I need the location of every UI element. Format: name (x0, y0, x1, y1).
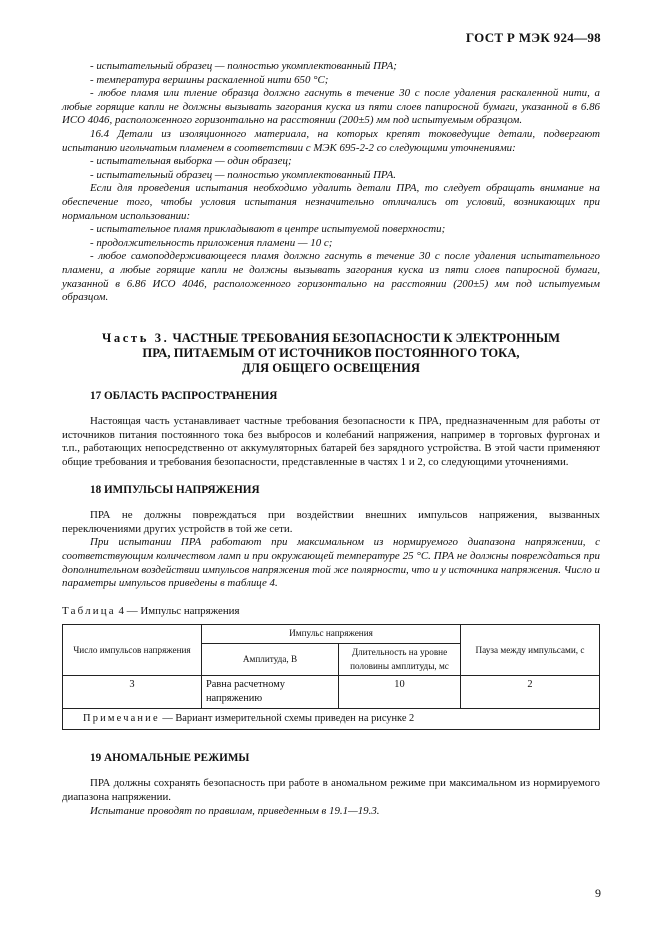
cell-amplitude: Равна расчетному напряжению (202, 676, 339, 709)
part-title-line3: ДЛЯ ОБЩЕГО ОСВЕЩЕНИЯ (241, 360, 421, 375)
list-item: - испытательное пламя прикладывают в центре испытуемой поверхности; (90, 223, 446, 236)
paragraph: Если для проведения испытания необходимо удалить детали ПРА, то следует обращать внимание на обеспечение того, чтобы условия испытания незначительно отличались от условий, возникающих при нормальном использовании: (62, 182, 600, 222)
list-item: - испытательная выборка — один образец; (90, 155, 292, 168)
document-id: ГОСТ Р МЭК 924—98 (465, 30, 601, 45)
col-amplitude: Амплитуда, В (202, 644, 339, 676)
col-pause: Пауза между импульсами, с (461, 625, 600, 676)
clause-16-4: 16.4 Детали из изоляционного материала, на которых крепят токоведущие детали, подвергают испытанию игольчатым пламенем в соответствии с МЭК 695-2-2 со следующими уточнениями: (62, 127, 600, 154)
list-item: - продолжительность приложения пламени — 10 с; (90, 236, 333, 249)
table-note-row (63, 709, 600, 730)
note-text: — Вариант измерительной схемы приведен на рисунке 2 (162, 713, 415, 725)
cell-duration: 10 (339, 676, 461, 709)
page-number: 9 (595, 886, 601, 900)
list-item: - температура вершины раскаленной нити 650 °С; (90, 73, 329, 86)
pulse-table (62, 624, 600, 729)
part-title (62, 331, 600, 376)
note-word: Примечание (83, 713, 160, 725)
list-item: - испытательный образец — полностью укомплектованный ПРА; (90, 60, 397, 72)
section-17-text: Настоящая часть устанавливает частные требования безопасности к ПРА, предназначенным для работы от источников питания постоянного тока без выбросов и колебаний напряжения, например в торговых фургонах и т.п., работающих непосредственно от аккумуляторных батарей без зарядного устройства. В этой части применяют общие требования и требования безопасности, представленные в частях 1 и 2, со следующими уточнениями. (62, 415, 600, 469)
col-group-pulse: Импульс напряжения (202, 625, 461, 644)
section-19-p1: ПРА должны сохранять безопасность при работе в аномальном режиме при максимальном из нормируемого диапазона напряжении. (62, 777, 600, 803)
col-duration: Длительность на уровне половины амплитуды, мс (339, 644, 461, 676)
list-item: - любое пламя или тление образца должно гаснуть в течение 30 с после удаления раскаленной нити, а любые горящие капли не должны вызывать загорания куска из пяти слоев папиросной бумаги, указанной в 6.86 ИСО 4046, расположенного горизонтально на расстоянии (200±5) мм под испытуемым образцом. (62, 87, 600, 127)
table-caption (62, 605, 600, 619)
table-row (63, 676, 600, 709)
section-18-p2: При испытании ПРА работают при максимальном из нормируемого диапазона напряжении, с соответствующим количеством ламп и при окружающей температуре 25 °С. ПРА не должны повреждаться при дополнительном воздействии импульсов напряжения той же полярности, что и у источника напряжения. Число и параметры импульсов приведены в таблице 4. (62, 536, 600, 590)
section-17-heading: 17 ОБЛАСТЬ РАСПРОСТРАНЕНИЯ (90, 389, 278, 402)
section-18-heading: 18 ИМПУЛЬСЫ НАПРЯЖЕНИЯ (90, 483, 260, 496)
table-caption-rest: 4 — Импульс напряжения (118, 604, 240, 617)
cell-pause: 2 (461, 676, 600, 709)
cell-count: 3 (63, 676, 202, 709)
list-item: - испытательный образец — полностью укомплектованный ПРА. (90, 168, 397, 181)
col-pulse-count: Число импульсов напряжения (63, 625, 202, 676)
section-18-p1: ПРА не должны повреждаться при воздействии внешних импульсов напряжения, вызванных переключениями других устройств в той же сети. (62, 509, 600, 535)
page-content (62, 60, 600, 818)
list-item: - любое самоподдерживающееся пламя должно гаснуть в течение 30 с после удаления испытательного пламени, а любые горящие капли не должны вызывать загорания куска из пяти слоев папиросной бумаги, указанной в 6.86 ИСО 4046, расположенного горизонтально на расстоянии (200±5) мм под испытуемым образцом. (62, 250, 600, 304)
section-19-p2: Испытание проводят по правилам, приведенным в 19.1—19.3. (90, 804, 380, 817)
section-19-heading: 19 АНОМАЛЬНЫЕ РЕЖИМЫ (90, 751, 250, 764)
part-title-prefix: Часть 3. (102, 330, 170, 345)
table-caption-word: Таблица (62, 604, 116, 617)
part-title-line1: ЧАСТНЫЕ ТРЕБОВАНИЯ БЕЗОПАСНОСТИ К ЭЛЕКТРОННЫМ (172, 330, 560, 345)
part-title-line2: ПРА, ПИТАЕМЫМ ОТ ИСТОЧНИКОВ ПОСТОЯННОГО ТОКА, (142, 345, 520, 360)
